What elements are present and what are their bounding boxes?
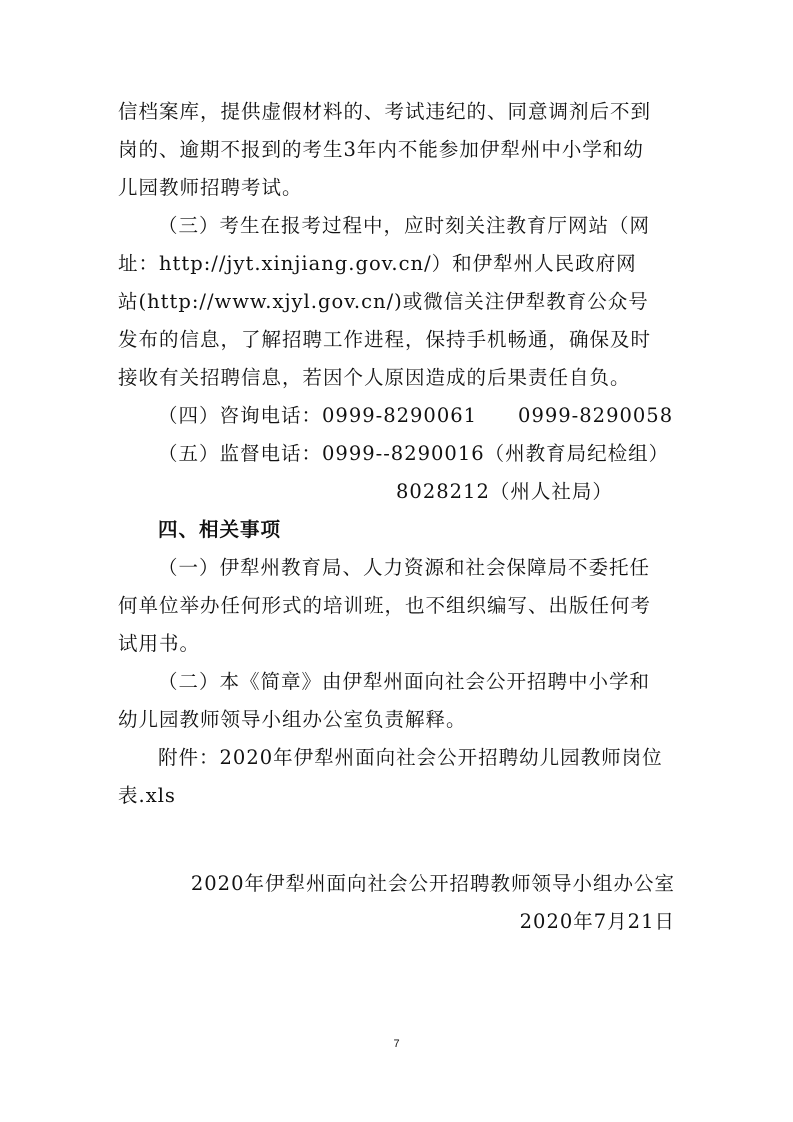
section-heading: 四、相关事项 bbox=[158, 518, 282, 541]
paragraph-line: 何单位举办任何形式的培训班，也不组织编写、出版任何考 bbox=[118, 594, 652, 617]
supervise-phone-line-2: 8028212（州人社局） bbox=[396, 480, 613, 503]
supervise-phone-line: （五）监督电话：0999--8290016（州教育局纪检组） bbox=[158, 442, 670, 465]
paragraph-line: 接收有关招聘信息，若因个人原因造成的后果责任自负。 bbox=[118, 366, 631, 389]
paragraph-line: （三）考生在报考过程中，应时刻关注教育厅网站（网 bbox=[158, 214, 651, 237]
paragraph-line: （二）本《简章》由伊犁州面向社会公开招聘中小学和 bbox=[158, 670, 651, 693]
paragraph-line: 发布的信息，了解招聘工作进程，保持手机畅通，确保及时 bbox=[118, 328, 652, 351]
paragraph-line: 信档案库，提供虚假材料的、考试违纪的、同意调剂后不到 bbox=[118, 100, 652, 123]
page-number: 7 bbox=[393, 1038, 400, 1050]
paragraph-line: 岗的、逾期不报到的考生3年内不能参加伊犁州中小学和幼 bbox=[118, 138, 644, 161]
attachment-line: 表.xls bbox=[118, 784, 176, 807]
paragraph-line: 址：http://jyt.xinjiang.gov.cn/）和伊犁州人民政府网 bbox=[118, 252, 637, 275]
paragraph-line: 站(http://www.xjyl.gov.cn/)或微信关注伊犁教育公众号 bbox=[118, 290, 649, 313]
paragraph-line: 儿园教师招聘考试。 bbox=[118, 176, 303, 199]
paragraph-line: （一）伊犁州教育局、人力资源和社会保障局不委托任 bbox=[158, 556, 651, 579]
paragraph-line: 幼儿园教师领导小组办公室负责解释。 bbox=[118, 708, 467, 731]
attachment-line: 附件：2020年伊犁州面向社会公开招聘幼儿园教师岗位 bbox=[158, 746, 663, 769]
paragraph-line: 试用书。 bbox=[118, 632, 201, 655]
consult-phone-line: （四）咨询电话：0999-8290061 0999-8290058 bbox=[158, 404, 674, 427]
signature-date: 2020年7月21日 bbox=[519, 910, 675, 933]
signature-org: 2020年伊犁州面向社会公开招聘教师领导小组办公室 bbox=[190, 872, 675, 895]
